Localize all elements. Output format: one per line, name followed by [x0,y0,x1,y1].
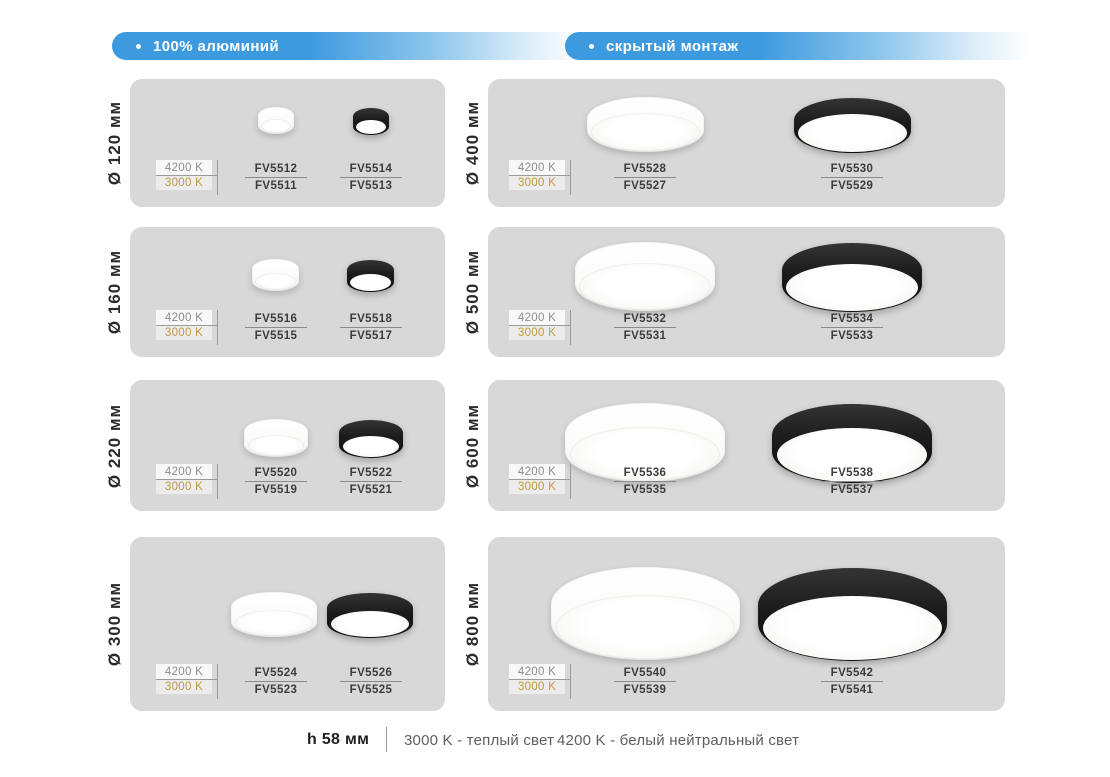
model-3000k: FV5535 [623,484,667,496]
temp-3000k-label: 3000 K [509,679,565,694]
footer-divider [386,727,387,752]
product-card-d400 [463,79,1005,207]
temp-4200k-label: 4200 K [509,310,565,325]
white-lamp-image [587,97,704,152]
model-numbers-black [819,162,885,193]
model-4200k: FV5520 [254,467,298,479]
cool-light-description: 4200 K - белый нейтральный свет [557,732,800,749]
lamp-diffuser [350,274,391,291]
temp-3000k-label: 3000 K [509,479,565,494]
feature-badge-aluminum [112,32,584,60]
white-lamp-image [258,107,294,134]
bullet-icon [136,44,141,49]
model-3000k: FV5515 [254,330,298,342]
model-numbers-black [338,666,404,697]
temp-4200k-label: 4200 K [156,160,212,175]
white-lamp-image [551,567,740,660]
temperature-legend [509,160,571,190]
model-4200k: FV5530 [830,163,874,175]
product-card-d120 [105,79,445,207]
model-numbers-white [612,312,678,343]
model-4200k: FV5534 [830,313,874,325]
model-3000k: FV5527 [623,180,667,192]
divider [821,481,883,482]
badge-label: скрытый монтаж [606,37,739,55]
divider [245,177,307,178]
warm-light-description: 3000 K - теплый свет [404,732,555,749]
lamp-diffuser [255,273,296,290]
lamp-diffuser [579,263,711,310]
lamp-diffuser [786,264,918,311]
product-card-d160 [105,227,445,357]
diameter-label: Ø 600 мм [463,403,482,488]
lamp-diffuser [356,120,386,134]
model-4200k: FV5522 [349,467,393,479]
model-3000k: FV5513 [349,180,393,192]
product-card-d600 [463,380,1005,511]
lamp-diffuser [798,114,907,152]
model-4200k: FV5540 [623,667,667,679]
model-numbers-black [338,466,404,497]
model-numbers-white [243,466,309,497]
model-4200k: FV5526 [349,667,393,679]
model-4200k: FV5524 [254,667,298,679]
temp-4200k-label: 4200 K [509,160,565,175]
white-lamp-image [231,592,317,637]
temperature-legend [509,464,571,494]
temperature-legend [156,464,218,494]
product-card-d220 [105,380,445,511]
model-numbers-white [243,162,309,193]
model-numbers-black [338,312,404,343]
lamp-diffuser [556,595,735,659]
temperature-legend [509,664,571,694]
temp-3000k-label: 3000 K [509,175,565,190]
divider [340,681,402,682]
temperature-legend [156,664,218,694]
divider [245,481,307,482]
model-numbers-black [338,162,404,193]
model-3000k: FV5531 [623,330,667,342]
divider [614,177,676,178]
black-lamp-image [327,593,413,638]
model-3000k: FV5539 [623,684,667,696]
model-numbers-white [612,162,678,193]
lamp-diffuser [235,610,313,636]
model-4200k: FV5532 [623,313,667,325]
temperature-legend [509,310,571,340]
divider [821,681,883,682]
temp-3000k-label: 3000 K [156,325,212,340]
temp-3000k-label: 3000 K [156,175,212,190]
divider [340,327,402,328]
lamp-diffuser [261,119,291,133]
temp-3000k-label: 3000 K [509,325,565,340]
divider [821,327,883,328]
model-3000k: FV5523 [254,684,298,696]
model-4200k: FV5518 [349,313,393,325]
model-3000k: FV5529 [830,180,874,192]
model-numbers-white [612,666,678,697]
lamp-diffuser [591,113,700,151]
diameter-label: Ø 220 мм [105,403,124,488]
divider [340,481,402,482]
diameter-label: Ø 800 мм [463,581,482,667]
black-lamp-image [758,568,947,661]
model-4200k: FV5538 [830,467,874,479]
diameter-label: Ø 500 мм [463,249,482,335]
divider [340,177,402,178]
black-lamp-image [353,108,389,135]
diameter-label: Ø 160 мм [105,249,124,335]
model-4200k: FV5514 [349,163,393,175]
lamp-diffuser [248,435,304,456]
temp-4200k-label: 4200 K [509,464,565,479]
black-lamp-image [339,420,403,458]
model-numbers-black [819,466,885,497]
temp-4200k-label: 4200 K [156,464,212,479]
bullet-icon [589,44,594,49]
model-3000k: FV5533 [830,330,874,342]
divider [614,481,676,482]
product-card-d300 [105,537,445,711]
temp-3000k-label: 3000 K [156,679,212,694]
model-4200k: FV5512 [254,163,298,175]
divider [614,327,676,328]
model-numbers-white [243,312,309,343]
model-numbers-black [819,312,885,343]
white-lamp-image [575,242,715,311]
badge-label: 100% алюминий [153,37,280,55]
temperature-legend [156,160,218,190]
divider [245,681,307,682]
lamp-diffuser [331,611,409,637]
model-4200k: FV5542 [830,667,874,679]
model-3000k: FV5525 [349,684,393,696]
temp-4200k-label: 4200 K [156,664,212,679]
model-numbers-white [243,666,309,697]
black-lamp-image [347,260,394,292]
model-4200k: FV5528 [623,163,667,175]
white-lamp-image [244,419,308,457]
model-3000k: FV5511 [254,180,298,192]
white-lamp-image [252,259,299,291]
diameter-label: Ø 120 мм [105,100,124,186]
black-lamp-image [782,243,922,312]
height-spec: h 58 мм [307,731,370,748]
temp-3000k-label: 3000 K [156,479,212,494]
black-lamp-image [794,98,911,153]
temp-4200k-label: 4200 K [156,310,212,325]
temp-4200k-label: 4200 K [509,664,565,679]
divider [245,327,307,328]
model-3000k: FV5521 [349,484,393,496]
lamp-diffuser [763,596,942,660]
feature-badge-hidden-mount [565,32,1029,60]
model-3000k: FV5519 [254,484,298,496]
temperature-legend [156,310,218,340]
divider [614,681,676,682]
diameter-label: Ø 300 мм [105,581,124,667]
model-4200k: FV5536 [623,467,667,479]
model-numbers-black [819,666,885,697]
model-numbers-white [612,466,678,497]
diameter-label: Ø 400 мм [463,100,482,186]
lamp-diffuser [343,436,399,457]
product-card-d500 [463,227,1005,357]
model-3000k: FV5517 [349,330,393,342]
model-3000k: FV5541 [830,684,874,696]
product-card-d800 [463,537,1005,711]
model-4200k: FV5516 [254,313,298,325]
model-3000k: FV5537 [830,484,874,496]
divider [821,177,883,178]
